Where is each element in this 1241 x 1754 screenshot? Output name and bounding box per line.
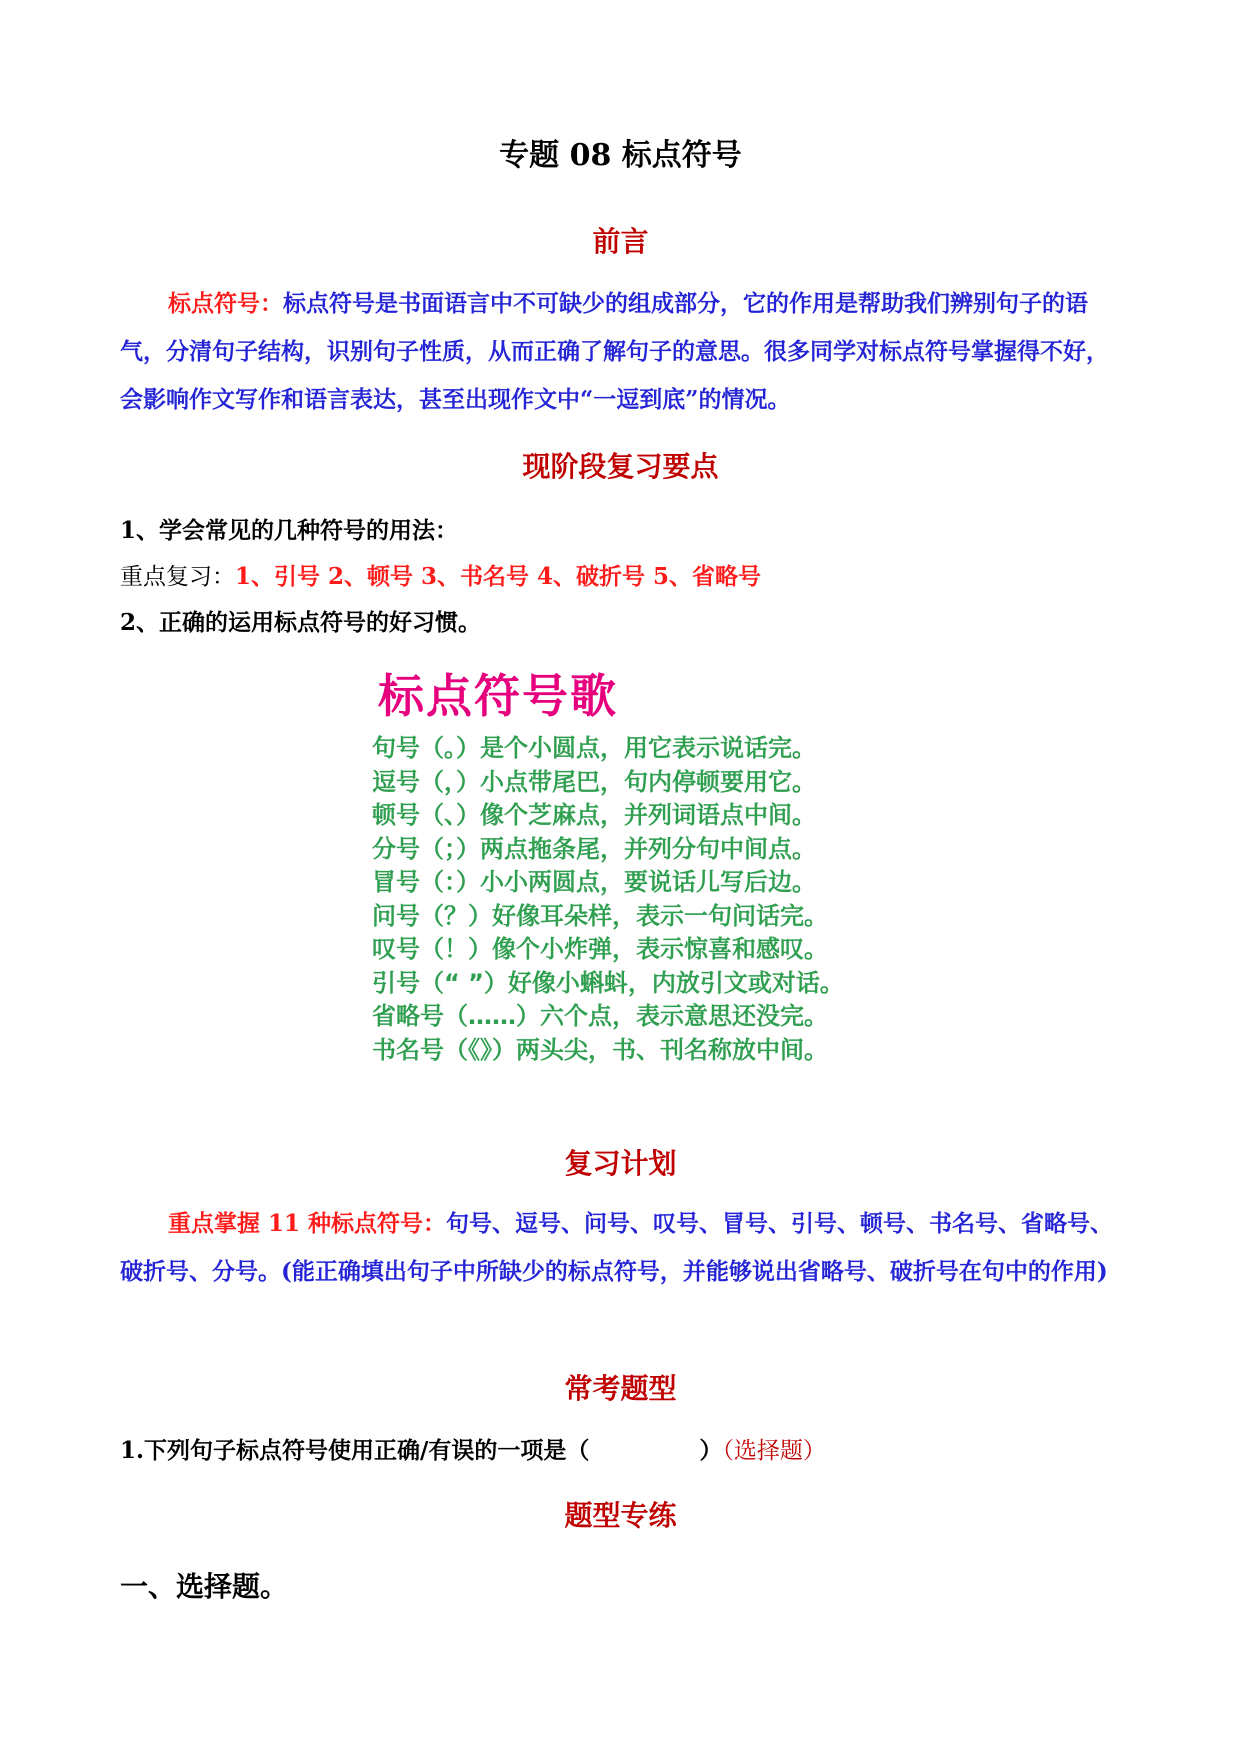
plan-label: 重点掌握 11 种标点符号： [168, 1210, 447, 1237]
plan-heading: 复习计划 [564, 1147, 677, 1180]
song-line: 顿号（、）像个芝麻点，并列词语点中间。 [372, 801, 816, 829]
plan-text: 句号、逗号、问号、叹号、冒号、引号、顿号、书名号、省略号、破折号、分号。(能正确填出句子中所缺少的标点符号，并能够说出省略号、破折号在句中的作用) [120, 1210, 1114, 1285]
song-lines [372, 732, 844, 1067]
preface-text: 标点符号是书面语言中不可缺少的组成部分，它的作用是帮助我们辨别句子的语气，分清句子结构，识别句子性质，从而正确了解句子的意思。很多同学对标点符号掌握得不好，会影响作文写作和语言表达，甚至出现作文中“一逗到底”的情况。 [120, 290, 1109, 413]
practice-heading: 题型专练 [564, 1499, 677, 1532]
song-line: 省略号（……）六个点，表示意思还没完。 [372, 1002, 828, 1030]
question-types-heading: 常考题型 [564, 1372, 677, 1405]
song-line: 问号（？）好像耳朵样，表示一句问话完。 [372, 901, 828, 930]
preface-paragraph [120, 280, 1130, 424]
key-points-heading: 现阶段复习要点 [522, 450, 719, 483]
punctuation-song-image [370, 660, 890, 1080]
song-line: 冒号（：）小小两圆点，要说话儿写后边。 [372, 868, 816, 896]
focus-items: 1、引号 2、顿号 3、书名号 4、破折号 5、省略号 [235, 563, 762, 590]
preface-label: 标点符号： [168, 290, 283, 317]
question-close: ） [699, 1437, 723, 1464]
song-line: 书名号（《》）两头尖，书、刊名称放中间。 [372, 1035, 828, 1064]
song-line: 叹号（！）像个小炸弹，表示惊喜和感叹。 [372, 935, 828, 963]
question-text: 1.下列句子标点符号使用正确/有误的一项是（ [120, 1437, 590, 1464]
song-title: 标点符号歌 [378, 669, 618, 723]
plan-paragraph [120, 1200, 1130, 1296]
key-point-2: 2、正确的运用标点符号的好习惯。 [120, 609, 482, 636]
song-line: 引号（“ ”）好像小蝌蚪，内放引文或对话。 [372, 968, 844, 997]
preface-heading: 前言 [592, 225, 649, 258]
focus-review-line [120, 558, 761, 591]
song-line: 句号（。）是个小圆点，用它表示说话完。 [372, 734, 816, 762]
page-title: 专题 08 标点符号 [499, 138, 742, 173]
focus-label: 重点复习： [120, 564, 235, 590]
song-line: 逗号（，）小点带尾巴，句内停顿要用它。 [372, 767, 816, 796]
question-type-1 [120, 1432, 826, 1465]
song-line: 分号（；）两点拖条尾，并列分句中间点。 [372, 834, 816, 863]
question-tag: （选择题） [722, 1438, 826, 1464]
section-choice-heading: 一、选择题。 [120, 1570, 289, 1603]
key-point-1: 1、学会常见的几种符号的用法： [120, 517, 459, 544]
